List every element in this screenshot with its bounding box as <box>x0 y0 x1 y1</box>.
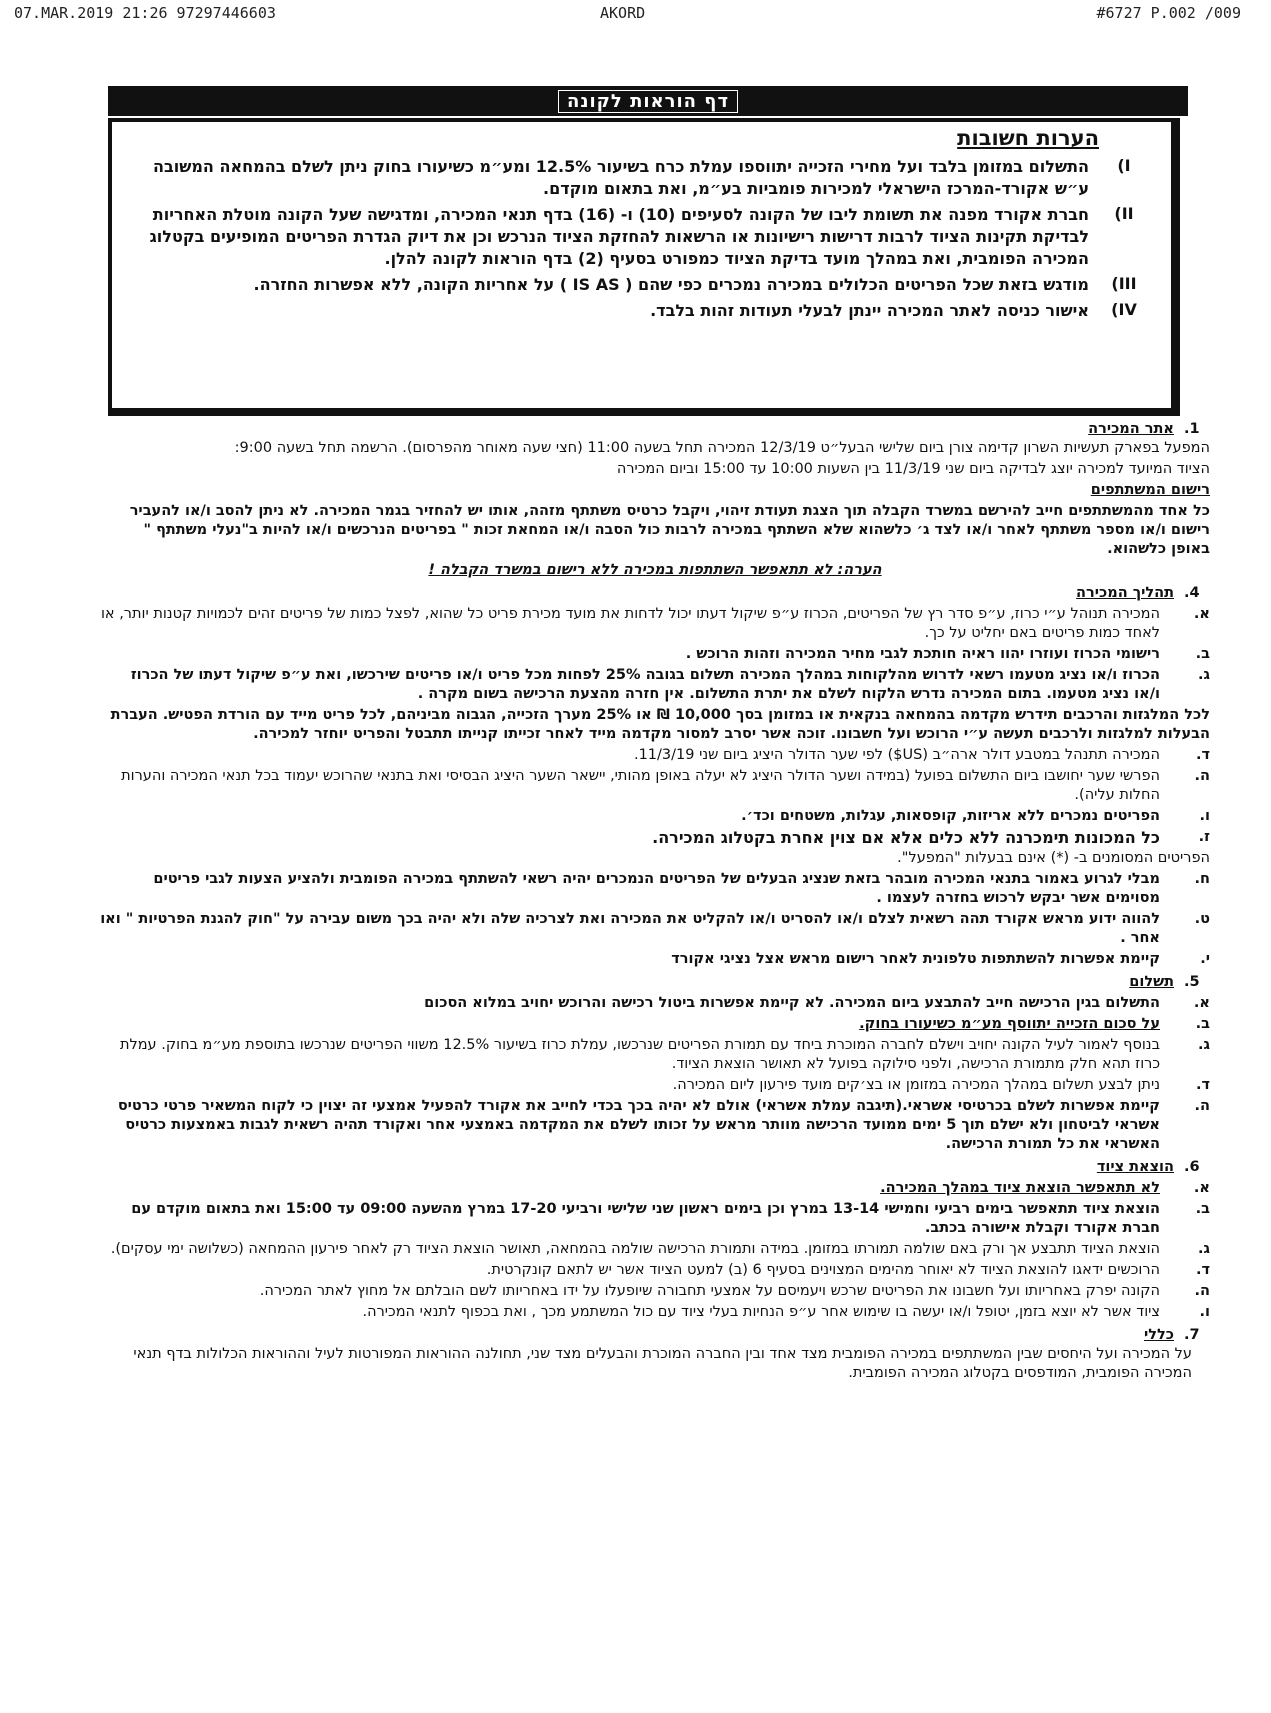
instructions-body <box>100 420 1210 1387</box>
registration-title: רישום המשתתפים <box>1090 482 1210 498</box>
registration-text: כל אחד מהמשתתפים חייב להירשם במשרד הקבלה תוך הצגת תעודת זיהוי, ויקבל כרטיס משתתף מזהה, אותו יש להחזיר בגמר המכירה. לא ניתן להסב ו/או להעביר רישום ו/או מספר משתתף לאחר ו/או לצד ג׳ כלשהוא שלא השתתף במכירה לרבות כול הסבה ו/או המחאת זכות " בפריטים הנרכשים ו/או להיות ב"נעלי משתתף " באופן כלשהוא. <box>129 503 1210 557</box>
section-payment <box>100 973 1210 1154</box>
fax-header <box>0 4 1271 24</box>
item-text: בנוסף לאמור לעיל הקונה יחויב וישלם לחברה המוכרת ביחד עם תמורת הפריטים שנרכשו, עמלת כרוז בשיעור 12.5% משווי הפריטים שנרכשו בתוספת מע״מ בחוק. עמלת כרוז תהא חלק מתמורת הרכישה, ולפני סילוקה בפועל לא תאושר הוצאת הציוד. <box>119 1037 1160 1072</box>
item-text: מבלי לגרוע באמור בתנאי המכירה מובהר בזאת שנציג הבעלים של הפריטים הנמכרים יהיה רשאי להשתתף במכירה הפומבית ולהציע הצעות לגבי פריטים מסוימים אשר יבקש לרכוש בחזרה לעצמו . <box>153 871 1160 906</box>
item-letter: ו. <box>1199 1304 1210 1320</box>
note-item <box>128 274 1159 296</box>
vehicles-deposit-text: לכל המלגזות והרכבים תידרש מקדמה בהמחאה בנקאית או במזומן בסך 10,000 ₪ או 25% מערך הזכייה, הגבוה מביניהם, לכל פריט מייד עם הורדת הפטיש. העברת הבעלות למלגזות ולרכבים תעשה ע״י הרוכש ועל חשבונו. זוכה אשר יסרב למסור מקדמה מייד לאחר זכייתו קנייתו תתבטל והפריט יוחזר למכירה. <box>110 707 1210 742</box>
item-text: הוצאת הציוד תתבצע אך ורק באם שולמה תמורתו במזומן. במידה ותמורת הרכישה שולמה בהמחאה, תאושר הוצאת הציוד רק לאחר פירעון ההמחאה (כשלושה ימי עסקים). <box>110 1241 1160 1257</box>
section-heading <box>100 584 1210 603</box>
note-number: IV) <box>1111 300 1137 319</box>
item-text: לא תתאפשר הוצאת ציוד במהלך המכירה. <box>880 1180 1160 1196</box>
section-number: 5. <box>1184 974 1200 990</box>
list-item <box>100 605 1210 643</box>
list-item <box>100 1015 1210 1034</box>
item-text: להווה ידוע מראש אקורד תהה רשאית לצלם ו/או להסריט ו/או להקליט את המכירה ואת לצרכיה שלה ולא יהיה בכך משום עבירה על "חוק להגנת הפרטיות " ואו אחר . <box>100 911 1160 946</box>
item-letter: א. <box>1193 1180 1210 1196</box>
list-item <box>100 1261 1210 1280</box>
section-title: תשלום <box>1129 974 1174 990</box>
page-title-bar <box>108 86 1188 116</box>
item-letter: ג. <box>1198 1241 1210 1257</box>
list-item <box>100 767 1210 805</box>
item-letter: ה. <box>1194 1098 1210 1114</box>
list-item <box>100 1240 1210 1259</box>
list-item <box>100 870 1210 908</box>
item-text: ציוד אשר לא יוצא בזמן, יטופל ו/או יעשה בו שימוש אחר ע״פ הנחיות בעלי ציוד עם כול המשתמע מכך , ואת בכפוף לתנאי המכירה. <box>362 1304 1160 1320</box>
item-text: הקונה יפרק באחריותו ועל חשבונו את הפריטים שרכש ויעמיסם על אמצעי תחבורה שיופעלו על ידו באחריותו לשם הובלתם אל מחוץ לאתר המכירה. <box>259 1283 1160 1299</box>
note-number: III) <box>1111 274 1137 293</box>
section-heading <box>100 1158 1210 1177</box>
section-title: אתר המכירה <box>1088 421 1174 437</box>
registration-note: הערה: לא תתאפשר השתתפות במכירה ללא רישום במשרד הקבלה ! <box>428 562 882 578</box>
section-title: תהליך המכירה <box>1076 585 1174 601</box>
item-text: ניתן לבצע תשלום במהלך המכירה במזומן או בצ׳קים מועד פירעון ליום המכירה. <box>672 1077 1160 1093</box>
item-text: על סכום הזכייה יתווסף מע״מ כשיעורו בחוק. <box>859 1016 1160 1032</box>
item-letter: ה. <box>1194 1283 1210 1299</box>
note-item <box>128 156 1159 200</box>
list-item <box>100 1179 1210 1198</box>
item-letter: ה. <box>1194 768 1210 784</box>
item-letter: י. <box>1200 951 1210 967</box>
note-item <box>128 204 1159 270</box>
list-item <box>100 1200 1210 1238</box>
notes-title: הערות חשובות <box>957 126 1099 150</box>
note-text: מודגש בזאת שכל הפריטים הכלולים במכירה נמכרים כפי שהם ( IS AS ) על אחריות הקונה, ללא אפשרות החזרה. <box>253 275 1089 294</box>
item-text: הפרשי שער יחושבו ביום התשלום בפועל (במידה ושער הדולר היציג לא יעלה באופן מהותי, יישאר השער היציג הבסיסי ואת בתנאי שהרוכש יעמוד בכל תנאי המכירה והערות החלות עליה). <box>121 768 1160 803</box>
sale-location-text: המפעל בפארק תעשיות השרון קדימה צורן ביום שלישי הבעל״ט 12/3/19 המכירה תחל בשעה 11:00 (חצי שעה מאוחר מהפרסום). הרשמה תחל בשעה 9:00: <box>234 440 1210 456</box>
list-item <box>100 1282 1210 1301</box>
note-text: אישור כניסה לאתר המכירה יינתן לבעלי תעודות זהות בלבד. <box>650 301 1089 320</box>
section-sale-site <box>100 420 1210 580</box>
item-letter: ח. <box>1194 871 1210 887</box>
fax-sender: AKORD <box>600 4 646 22</box>
item-letter: ד. <box>1195 1077 1210 1093</box>
section-number: 1. <box>1184 421 1200 437</box>
item-letter: ט. <box>1194 911 1210 927</box>
note-text: חברת אקורד מפנה את תשומת ליבו של הקונה לסעיפים (10) ו- (16) בדף תנאי המכירה, ומדגישה שעל הקונה מוטלת האחריות לבדיקת תקינות הציוד לרבות דרישות רישיונות או הרשאות להחזקת הציוד הנרכש וכן את דיוק הגדרת הפריטים המופיעים בקטלוג המכירה הפומבית, ואת במהלך מועד בדיקת הציוד כמפורט בסעיף (2) בדף הוראות לקונה להלן. <box>149 205 1089 268</box>
item-text: המכירה תתנהל במטבע דולר ארה״ב (US$) לפי שער הדולר היציג ביום שני 11/3/19. <box>633 747 1160 763</box>
item-text: רישומי הכרוז ועוזרו יהוו ראיה חותכת לגבי מחיר המכירה וזהות הרוכש . <box>685 646 1160 662</box>
item-text: הרוכשים ידאגו להוצאת הציוד לא יאוחר מהימים המצוינים בסעיף 6 (ב) למעט הציוד אשר יש לתאם קונקרטית. <box>486 1262 1160 1278</box>
list-item <box>100 910 1210 948</box>
item-text: הפריטים נמכרים ללא אריזות, קופסאות, עגלות, משטחים וכד׳. <box>741 808 1160 824</box>
list-item <box>100 645 1210 664</box>
section-general <box>100 1326 1210 1383</box>
list-item <box>100 807 1210 826</box>
section-equipment-removal <box>100 1158 1210 1322</box>
list-item <box>100 950 1210 969</box>
section-title: כללי <box>1143 1327 1174 1343</box>
section-heading <box>100 973 1210 992</box>
item-text: המכירה תנוהל ע״י כרוז, ע״פ סדר רץ של הפריטים, הכרוז ע״פ שיקול דעתו יכול לדחות את מועד מכירת פריט כל שהוא, לפצל כמות של פריטים זהים לכמויות קטנות יותר, או לאחד כמות פריטים באם יחליט על כך. <box>100 606 1160 641</box>
item-letter: ג. <box>1198 667 1210 683</box>
section-title: הוצאת ציוד <box>1096 1159 1174 1175</box>
note-text: התשלום במזומן בלבד ועל מחירי הזכייה יתווספו עמלת כרח בשיעור 12.5% ומע״מ כשיעורו בחוק ניתן לשלם בהמחאה המשובה ע״ש אקורד-המרכז הישראלי למכירות פומביות בע״מ, ואת בתאום מוקדם. <box>152 157 1089 198</box>
item-letter: ז. <box>1198 829 1210 845</box>
list-item <box>100 666 1210 704</box>
section-number: 6. <box>1184 1159 1200 1175</box>
item-text: הוצאת ציוד תתאפשר בימים רביעי וחמישי 13-14 במרץ וכן בימים ראשון שני שלישי ורביעי 17-20 במרץ מהשעה 09:00 עד 15:00 ואת בתאום מוקדם עם חברת אקורד וקבלת אישורה בכתב. <box>131 1201 1160 1236</box>
item-text: התשלום בגין הרכישה חייב להתבצע ביום המכירה. לא קיימת אפשרות ביטול רכישה והרוכש יחויב במלוא הסכום <box>424 995 1160 1011</box>
item-letter: ו. <box>1199 808 1210 824</box>
item-letter: א. <box>1193 606 1210 622</box>
item-letter: ג. <box>1198 1037 1210 1053</box>
general-text: על המכירה ועל היחסים שבין המשתתפים במכירה הפומבית מצד אחד ובין החברה המוכרת והבעלים מצד שני, תחולנה ההוראות המפורטות לעיל וההוראות הכלולות בדף תנאי המכירה הפומבית, המודפסים בקטלוג המכירה הפומבית. <box>133 1346 1192 1381</box>
item-text: קיימת אפשרות לשלם בכרטיסי אשראי.(תיגבה עמלת אשראי) אולם לא יהיה בכך בכדי לחייב את אקורד להפעיל אמצעי זה יצוין כי לקוח המשאיר פרטי כרטיס אשראי לביטחון ולא ישלם תוך 5 ימים ממועד הרכישה מוותר מראש על זכותו לשלם את המקדמה באמצעי אחר ואקורד תהיה רשאית לגבות באמצעות כרטיס האשראי את כל תמורת הרכישה. <box>117 1098 1160 1152</box>
item-text: קיימת אפשרות להשתתפות טלפונית לאחר רישום מראש אצל נציגי אקורד <box>671 951 1160 967</box>
list-item <box>100 1036 1210 1074</box>
list-item <box>100 1097 1210 1154</box>
item-letter: ד. <box>1195 1262 1210 1278</box>
fax-page-number: #6727 P.002 /009 <box>1096 4 1241 22</box>
section-heading <box>100 1326 1210 1345</box>
section-number: 4. <box>1184 585 1200 601</box>
item-letter: ב. <box>1195 646 1210 662</box>
section-sale-process <box>100 584 1210 969</box>
list-item <box>100 994 1210 1013</box>
note-item <box>128 300 1159 322</box>
page-title: דף הוראות לקונה <box>558 90 738 113</box>
owned-items-note: הפריטים המסומנים ב- (*) אינם בבעלות "המפעל". <box>897 850 1210 866</box>
important-notes-box <box>108 118 1180 416</box>
item-letter: ד. <box>1195 747 1210 763</box>
list-item <box>100 1303 1210 1322</box>
item-text: הכרוז ו/או נציג מטעמו רשאי לדרוש מהלקוחות במהלך המכירה תשלום בגובה 25% לפחות מכל פריט ו/או פריטים שירכשו, ואת ע״פ שיקול דעתו של הכרוז ו/או נציג מטעמו. בתום המכירה נדרש הלקוח לשלם את יתרת התשלום. אין חזרה מהצעת הרכישה בשום מקרה . <box>130 667 1160 702</box>
item-letter: א. <box>1193 995 1210 1011</box>
list-item <box>100 1076 1210 1095</box>
list-item <box>100 828 1210 847</box>
note-number: II) <box>1114 204 1134 223</box>
item-letter: ב. <box>1195 1016 1210 1032</box>
item-letter: ב. <box>1195 1201 1210 1217</box>
inspection-text: הציוד המיועד למכירה יוצג לבדיקה ביום שני 11/3/19 בין השעות 10:00 עד 15:00 וביום המכירה <box>616 461 1210 477</box>
fax-timestamp: 07.MAR.2019 21:26 97297446603 <box>14 4 276 22</box>
section-number: 7. <box>1184 1327 1200 1343</box>
note-number: I) <box>1117 156 1131 175</box>
list-item <box>100 746 1210 765</box>
item-text: כל המכונות תימכרנה ללא כלים אלא אם צוין אחרת בקטלוג המכירה. <box>652 828 1160 847</box>
section-heading <box>100 420 1210 439</box>
